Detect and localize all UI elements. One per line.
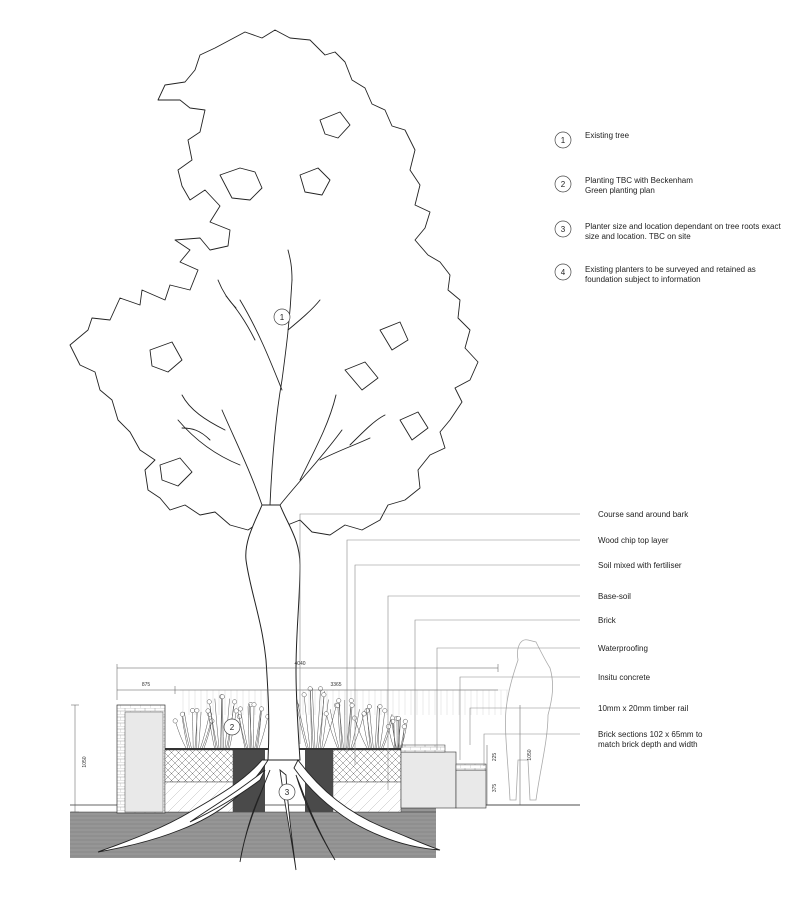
dim-middle: 3365	[330, 682, 342, 688]
shrub-flower-head	[378, 704, 382, 708]
left-concrete-fill	[125, 712, 163, 812]
label-timber-rail: 10mm x 20mm timber rail	[598, 704, 689, 713]
svg-text:foundation subject to informat: foundation subject to information	[585, 275, 701, 284]
wood-chip-layer-right	[333, 750, 401, 782]
shrub-stem	[182, 717, 188, 748]
svg-text:Existing tree: Existing tree	[585, 131, 630, 140]
shrub-flower-head	[232, 700, 236, 704]
marker-planter	[279, 784, 295, 800]
legend-item-3	[555, 221, 781, 241]
svg-text:1: 1	[279, 313, 285, 322]
label-brick: Brick	[598, 616, 616, 625]
label-soil: Soil mixed with fertiliser	[598, 561, 682, 570]
svg-text:1: 1	[560, 136, 566, 145]
brick-sections-top	[401, 745, 445, 752]
marker-tree	[274, 309, 290, 325]
shrub-flower-head	[391, 719, 395, 723]
shrub-flower-head	[234, 709, 238, 713]
shrub-stem	[193, 710, 194, 748]
step-concrete	[401, 752, 456, 808]
svg-text:3: 3	[560, 225, 566, 234]
label-insitu-concrete: Insitu concrete	[598, 673, 651, 682]
leader-brick	[415, 620, 580, 745]
svg-text:Existing planters to be survey: Existing planters to be surveyed and retained as	[585, 265, 756, 274]
shrub-stem	[380, 711, 385, 748]
shrub-flower-head	[367, 704, 371, 708]
shrub-flower-head	[322, 693, 326, 697]
svg-text:Planter size and location depe: Planter size and location dependant on tree roots exact	[585, 222, 781, 231]
svg-text:2: 2	[560, 180, 566, 189]
shrub-flower-head	[383, 708, 387, 712]
shrub-stem	[199, 712, 201, 748]
right-step-planter	[401, 745, 486, 808]
label-wood-chip: Wood chip top layer	[598, 536, 669, 545]
svg-text:4: 4	[560, 268, 566, 277]
dim-right-height: 1050	[527, 749, 533, 761]
canopy-outline-main	[70, 30, 478, 535]
shrub-flower-head	[180, 712, 184, 716]
dim-left-height: 1050	[82, 756, 88, 768]
annotations	[598, 510, 703, 749]
tree-canopy	[70, 30, 478, 535]
marker-planting	[224, 719, 240, 735]
shrub-flower-head	[396, 716, 400, 720]
shrub-flower-head	[402, 724, 406, 728]
shrub-flower-head	[259, 707, 263, 711]
shrub-flower-head	[308, 687, 312, 691]
scale-person	[505, 640, 552, 800]
shrub-flower-head	[190, 708, 194, 712]
wood-chip-layer-left	[165, 750, 233, 782]
shrub-flower-head	[350, 703, 354, 707]
shrub-flower-head	[403, 719, 407, 723]
dim-left: 875	[141, 682, 151, 688]
left-planter	[117, 705, 165, 813]
label-brick-sections-2: match brick depth and width	[598, 740, 698, 749]
shrub-stem	[204, 721, 212, 748]
legend-item-1	[555, 131, 630, 148]
svg-text:size and location. TBC on site: size and location. TBC on site	[585, 232, 691, 241]
label-base-soil: Base-soil	[598, 592, 631, 601]
shrub-flower-head	[252, 702, 256, 706]
shrub-stem	[330, 709, 339, 748]
legend	[555, 131, 781, 284]
svg-text:Green planting plan: Green planting plan	[585, 186, 655, 195]
svg-text:3: 3	[284, 788, 290, 797]
shrub-flower-head	[318, 687, 322, 691]
shrub-flower-head	[349, 698, 353, 702]
label-course-sand: Course sand around bark	[598, 510, 689, 519]
dim-overall: 4040	[294, 661, 306, 667]
shrub-flower-head	[302, 693, 306, 697]
shrub-flower-head	[324, 712, 328, 716]
shrub-flower-head	[220, 694, 224, 698]
shrub-flower-head	[386, 724, 390, 728]
shrub-flower-head	[238, 707, 242, 711]
shrub-flower-head	[352, 716, 356, 720]
dim-step-upper: 225	[492, 752, 498, 762]
shrub-stem	[399, 720, 400, 748]
svg-text:2: 2	[229, 723, 235, 732]
dim-step-lower: 375	[492, 783, 498, 793]
label-brick-sections-1: Brick sections 102 x 65mm to	[598, 730, 703, 739]
shrub-flower-head	[207, 700, 211, 704]
shrub-flower-head	[206, 709, 210, 713]
shrub-flower-head	[173, 719, 177, 723]
legend-item-4	[555, 264, 756, 284]
shrub-flower-head	[365, 708, 369, 712]
shrub-flower-head	[337, 698, 341, 702]
legend-item-2	[555, 176, 693, 195]
ground-right	[400, 808, 436, 858]
label-waterproofing: Waterproofing	[598, 644, 648, 653]
svg-text:Planting TBC with Beckenham: Planting TBC with Beckenham	[585, 176, 693, 185]
step-lower	[456, 770, 486, 808]
shrub-flower-head	[195, 708, 199, 712]
